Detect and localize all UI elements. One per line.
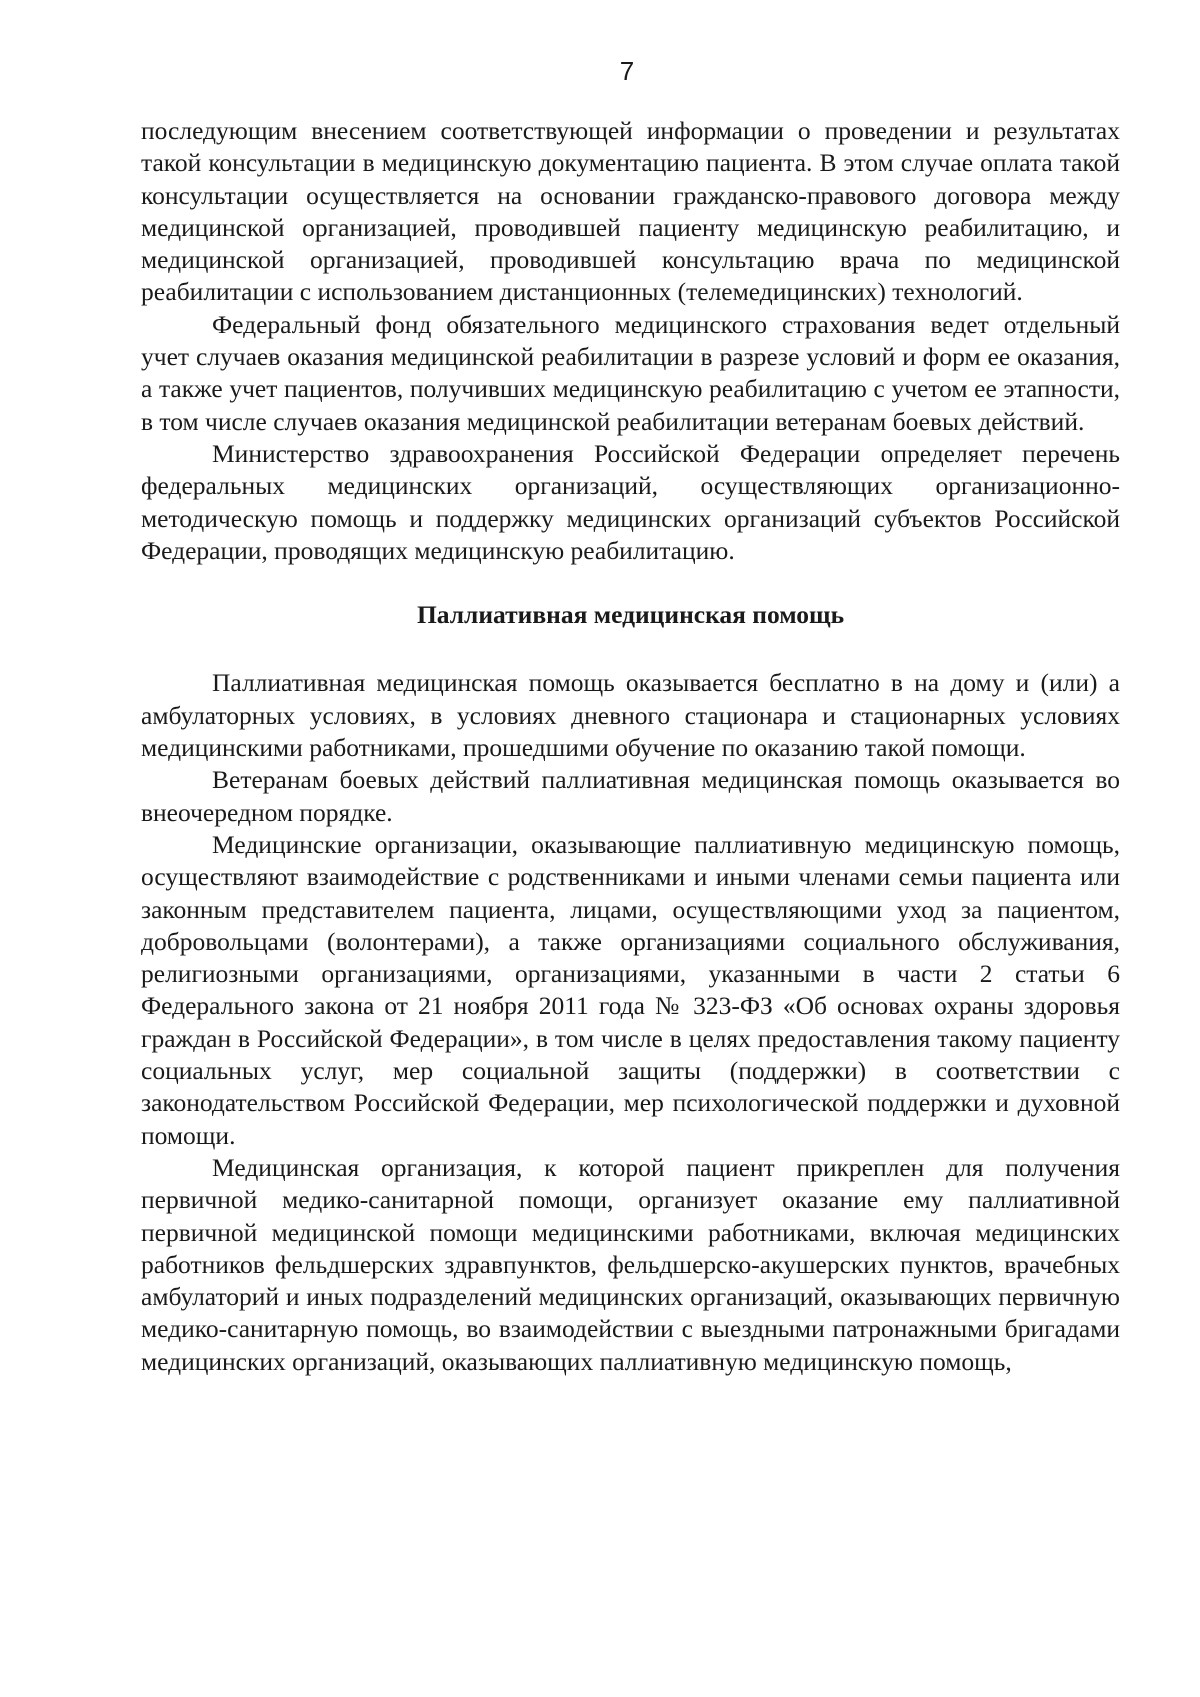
paragraph-palliative-conditions: Паллиативная медицинская помощь оказывается бесплатно в на дому и (или) а амбулаторных условиях, в условиях дневного стационара и стационарных условиях медицинскими работниками, прошедшими обучение по оказанию такой помощи.	[141, 668, 1120, 763]
paragraph-primary-care: Медицинская организация, к которой пациент прикреплен для получения первичной медико-санитарной помощи, организует оказание ему паллиативной первичной медицинской помощи медицинскими работниками, включая медицинских работников фельдшерских здравпунктов, фельдшерско-акушерских пунктов, врачебных амбулаторий и иных подразделений медицинских организаций, оказывающих первичную медико-санитарную помощь, во взаимодействии с выездными патронажными бригадами медицинских организаций, оказывающих паллиативную медицинскую помощь,	[141, 1152, 1120, 1376]
paragraph-insurance-fund: Федеральный фонд обязательного медицинского страхования ведет отдельный учет случаев оказания медицинской реабилитации в разрезе условий и форм ее оказания, а также учет пациентов, получивших медицинскую реабилитацию с учетом ее этапности, в том числе случаев оказания медицинской реабилитации ветеранам боевых действий.	[141, 309, 1120, 436]
paragraph-consultation-payment: последующим внесением соответствующей информации о проведении и результатах такой консультации в медицинскую документацию пациента. В этом случае оплата такой консультации осуществляется на основании гражданско-правового договора между медицинской организацией, проводившей пациенту медицинскую реабилитацию, и медицинской организацией, проводившей консультацию врача по медицинской реабилитации с использованием дистанционных (телемедицинских) технологий.	[141, 116, 1120, 307]
document-body	[141, 115, 1120, 1378]
paragraph-ministry-list: Министерство здравоохранения Российской Федерации определяет перечень федеральных медицинских организаций, осуществляющих организационно-методическую помощь и поддержку медицинских организаций субъектов Российской Федерации, проводящих медицинскую реабилитацию.	[141, 438, 1120, 565]
section-heading: Паллиативная медицинская помощь	[416, 600, 845, 630]
paragraph-veterans-priority: Ветеранам боевых действий паллиативная медицинская помощь оказывается во внеочередном порядке.	[141, 765, 1120, 827]
paragraph-interaction: Медицинские организации, оказывающие паллиативную медицинскую помощь, осуществляют взаимодействие с родственниками и иными членами семьи пациента или законным представителем пациента, лицами, осуществляющими уход за пациентом, добровольцами (волонтерами), а также организациями социального обслуживания, религиозными организациями, организациями, указанными в части 2 статьи 6 Федерального закона от 21 ноября 2011 года № 323-ФЗ «Об основах охраны здоровья граждан в Российской Федерации», в том числе в целях предоставления такому пациенту социальных услуг, мер социальной защиты (поддержки) в соответствии с законодательством Российской Федерации, мер психологической поддержки и духовной помощи.	[141, 829, 1120, 1150]
page-number: 7	[619, 56, 635, 86]
